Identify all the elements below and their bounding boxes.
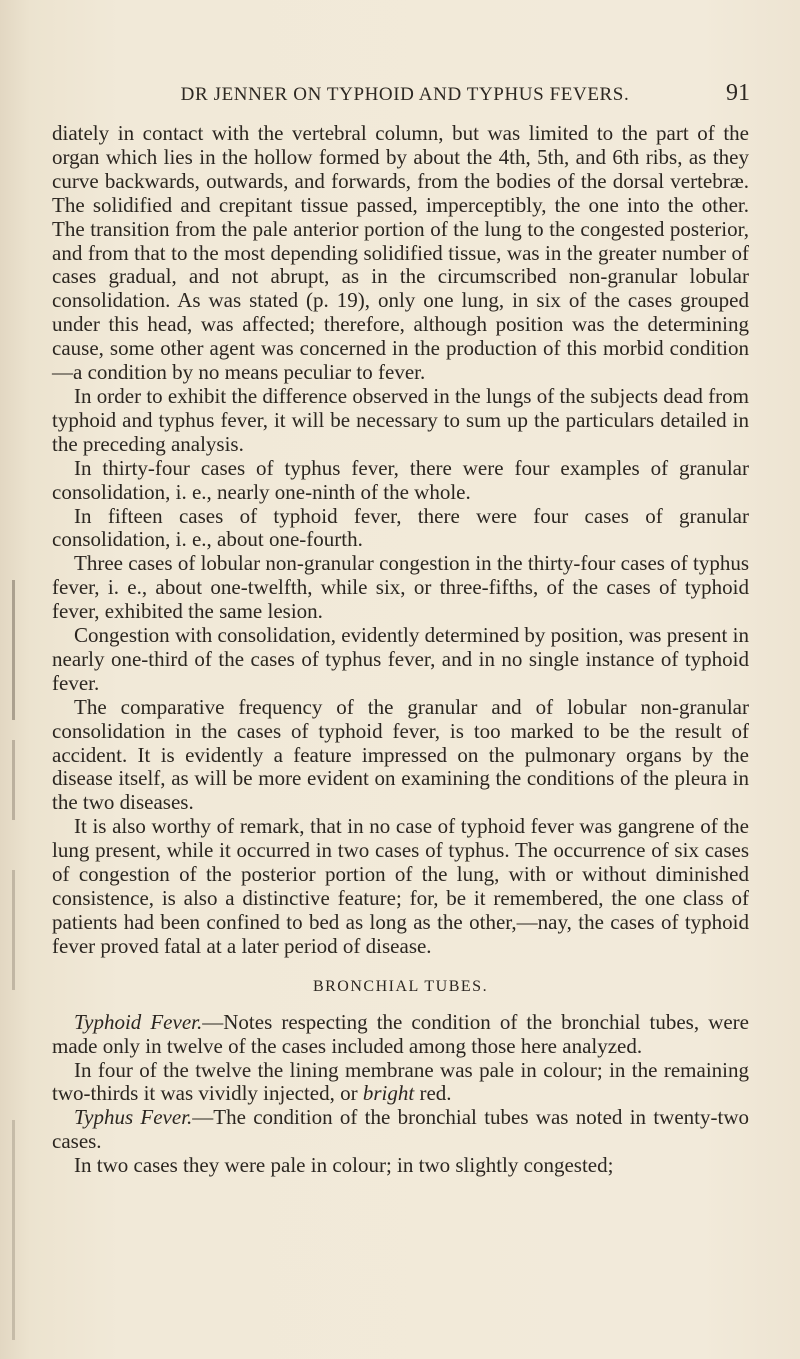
binding-shadow <box>12 870 15 990</box>
paragraph: diately in contact with the vertebral column, but was limited to the part of the organ which lies in the hollow formed by about the 4th, 5th, and 6th ribs, as they curve backwards, outwards, and forwards, from the bodies of the dorsal vertebræ. The solidified and crepitant tissue passed, imperceptibly, the one into the other. The transition from the pale anterior portion of the lung to the congested posterior, and from that to the most depending solidified tissue, was in the greater number of cases gradual, and not abrupt, as in the circumscribed non-granular lobular consolidation. As was stated (p. 19), only one lung, in six of the cases grouped under this head, was affected; therefore, although position was the determining cause, some other agent was concerned in the production of this morbid condition—a condition by no means peculiar to fever. <box>52 121 749 385</box>
binding-shadow <box>12 580 15 720</box>
paragraph-text: red. <box>414 1081 452 1106</box>
page-number: 91 <box>726 80 750 106</box>
paragraph: In thirty-four cases of typhus fever, there were four examples of granular consolidation, i. e., nearly one-ninth of the whole. <box>52 455 749 504</box>
paragraph <box>52 1059 749 1107</box>
paragraph <box>52 1106 749 1154</box>
subheading-typhoid: Typhoid Fever. <box>74 1009 203 1034</box>
paragraph: The comparative frequency of the granular and of lobular non-granular consolidation in the cases of typhoid fever, is too marked to be the result of accident. It is evidently a feature impressed on the pulmonary organs by the disease itself, as will be more evident on examining the conditions of the pleura in the two diseases. <box>52 694 749 815</box>
emphasis: bright <box>362 1081 415 1106</box>
running-head: DR JENNER ON TYPHOID AND TYPHUS FEVERS. <box>180 84 630 105</box>
paragraph-text: —Notes respecting the condition of the bronchial tubes, were made only in twelve of the cases included among those here analyzed. <box>52 1009 749 1058</box>
paragraph: In fifteen cases of typhoid fever, there were four cases of granular consolidation, i. e., about one-fourth. <box>52 503 749 552</box>
body-text <box>52 122 749 1178</box>
subheading-typhus: Typhus Fever. <box>74 1105 193 1130</box>
paragraph: It is also worthy of remark, that in no case of typhoid fever was gangrene of the lung present, while it occurred in two cases of typhus. The occurrence of six cases of congestion of the posterior portion of the lung, with or without diminished consistence, is also a distinctive feature; for, be it remembered, the one class of patients had been confined to bed as long as the other,—nay, the cases of typhoid fever proved fatal at a later period of disease. <box>52 814 749 958</box>
paragraph <box>52 1011 749 1059</box>
paragraph: Three cases of lobular non-granular congestion in the thirty-four cases of typhus fever, i. e., about one-twelfth, while six, or three-fifths, of the cases of typhoid fever, exhibited the same lesion. <box>52 551 749 624</box>
paragraph-text: In four of the twelve the lining membrane was pale in colour; in the remaining two-thirds it was vividly injected, or <box>52 1057 749 1106</box>
paragraph: In two cases they were pale in colour; in two slightly congested; <box>74 1153 614 1178</box>
paragraph: Congestion with consolidation, evidently determined by position, was present in nearly one-third of the cases of typhus fever, and in no single instance of typhoid fever. <box>52 623 749 695</box>
section-heading: BRONCHIAL TUBES. <box>312 977 489 995</box>
binding-shadow <box>12 1120 15 1340</box>
binding-shadow <box>12 740 15 820</box>
paragraph-text: —The condition of the bronchial tubes was noted in twenty-two cases. <box>52 1105 749 1154</box>
paragraph: In order to exhibit the difference observed in the lungs of the subjects dead from typhoid and typhus fever, it will be necessary to sum up the particulars detailed in the preceding analysis. <box>52 383 749 456</box>
page-header <box>60 80 750 114</box>
